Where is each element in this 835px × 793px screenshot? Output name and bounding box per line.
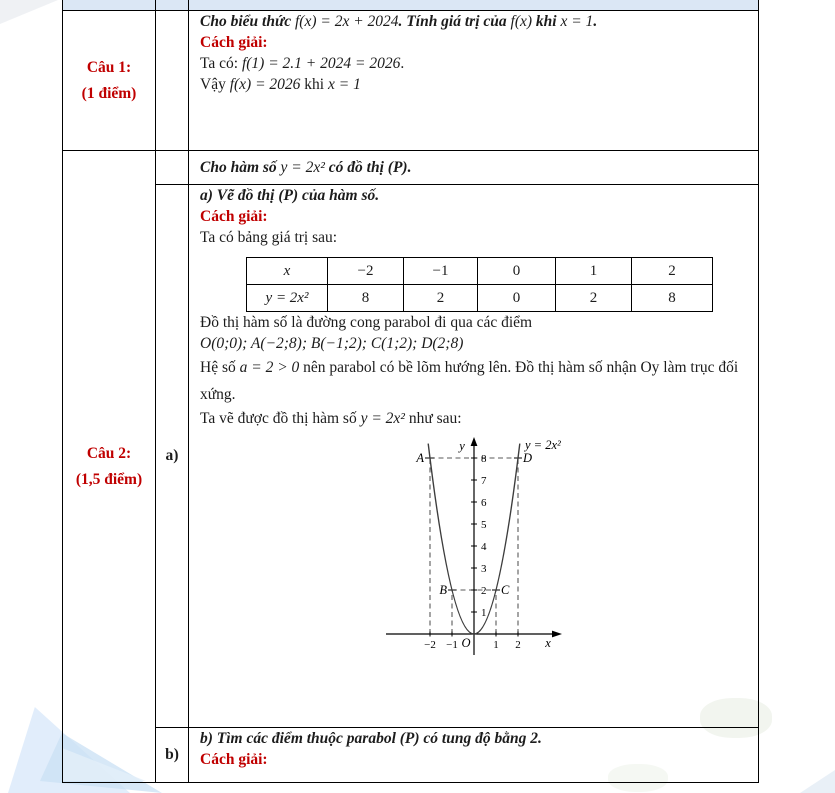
x-tick-neg1: −1 [446,639,458,651]
value-cell: 0 [478,285,556,312]
part-b-content-cell [189,728,758,782]
parabola-graph [382,433,748,668]
origin-label: O [461,636,471,650]
y-tick-3: 3 [481,563,487,575]
cau2-intro-cell [189,151,758,184]
table-header-row [63,0,758,11]
part-a-statement: a) Vẽ đồ thị (P) của hàm số. [200,187,380,204]
value-cell: 2 [404,285,478,312]
cau1-points: (1 điểm) [81,84,137,102]
value-cell: −2 [328,258,404,285]
value-table [246,257,713,312]
value-cell: 2 [632,258,713,285]
part-a-line1: Đồ thị hàm số là đường cong parabol đi qua các điểm [200,314,533,331]
cau2-row [63,151,758,782]
y-tick-1: 1 [481,607,487,619]
point-label-A: A [416,451,424,465]
cau1-content-cell [189,11,758,150]
cau2-intro-statement: Cho hàm số y = 2x² có đồ thị (P). [200,159,412,176]
cau2-part-b-row [156,728,758,782]
value-cell: x [247,258,328,285]
part-a-content-cell [189,185,758,727]
cau2-label-cell [63,151,156,782]
value-cell: −1 [404,258,478,285]
y-tick-7: 7 [481,475,487,487]
decoration-triangle-bottom-right [800,770,835,793]
cau2-intro-part-cell [156,151,189,184]
point-label-D: D [523,451,533,465]
cau2-points: (1,5 điểm) [75,470,143,488]
parabola-graph-svg [382,433,582,662]
value-cell: 8 [328,285,404,312]
point-label-C: C [501,583,510,597]
part-a-marker: a) [156,185,189,727]
x-tick-neg2: −2 [424,639,436,651]
header-guide-col [189,0,758,10]
part-a-line3: Hệ số a = 2 > 0 nên parabol có bề lõm hướng lên. Đồ thị hàm số nhận Oy làm trục đối xứng. [200,359,739,403]
cau2-part-a-row [156,185,758,728]
x-axis-arrow [552,631,562,638]
part-a-solution-heading: Cách giải: [200,208,268,225]
value-cell: 8 [632,285,713,312]
y-tick-4: 4 [481,541,487,553]
cau1-title: Câu 1: [86,58,132,76]
cau1-solution-heading: Cách giải: [200,34,268,51]
value-cell: 1 [556,258,632,285]
cau1-label-cell [63,11,156,150]
cau1-line2: Vậy f(x) = 2026 khi x = 1 [200,76,361,93]
part-a-points-line: O(0;0); A(−2;8); B(−1;2); C(1;2); D(2;8) [200,335,464,352]
value-cell: y = 2x² [247,285,328,312]
part-b-statement: b) Tìm các điểm thuộc parabol (P) có tung độ bằng 2. [200,730,542,747]
value-cell: 2 [556,285,632,312]
header-part-col [156,0,189,10]
y-axis-arrow [471,437,478,446]
x-tick-1: 1 [493,639,499,651]
y-tick-6: 6 [481,497,487,509]
part-b-solution-heading: Cách giải: [200,751,268,768]
y-tick-5: 5 [481,519,487,531]
value-table-row-y [247,285,713,312]
solution-table [62,0,759,783]
cau1-statement: Cho biểu thức f(x) = 2x + 2024. Tính giá trị của f(x) khi x = 1. [200,13,598,30]
cau1-line1: Ta có: f(1) = 2.1 + 2024 = 2026. [200,55,405,72]
axes [386,444,555,655]
header-question-col [63,0,156,10]
x-axis-label: x [545,636,551,650]
cau2-title: Câu 2: [86,444,132,462]
y-tick-8: 8 [481,453,487,465]
value-cell: 0 [478,258,556,285]
cau1-part-cell [156,11,189,150]
y-tick-2: 2 [481,585,487,597]
y-axis-label: y [459,439,465,453]
cau2-intro-row [156,151,758,185]
value-table-row-x [247,258,713,285]
part-a-table-intro: Ta có bảng giá trị sau: [200,229,338,246]
point-label-B: B [439,583,447,597]
cau1-row [63,11,758,151]
cau2-right-column [156,151,758,782]
x-tick-2: 2 [515,639,521,651]
equation-label: y = 2x² [525,438,561,452]
part-b-marker: b) [156,728,189,782]
part-a-line4: Ta vẽ được đồ thị hàm số y = 2x² như sau: [200,410,462,427]
decoration-triangle-top-left [0,0,58,24]
